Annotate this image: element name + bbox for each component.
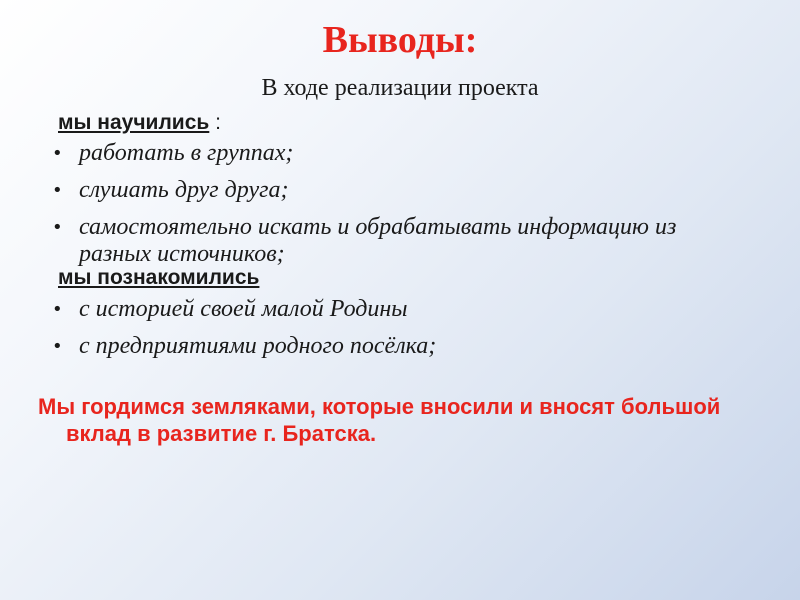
list-item bbox=[52, 214, 699, 268]
list-item-text: работать в группах; bbox=[79, 140, 294, 166]
section-learned-label: мы научились bbox=[58, 111, 210, 134]
list-item-text: самостоятельно искать и обрабатывать информацию из разных источников; bbox=[79, 214, 677, 267]
learned-list bbox=[52, 140, 699, 278]
list-item bbox=[52, 140, 699, 167]
slide-subtitle: В ходе реализации проекта bbox=[261, 75, 539, 101]
bullet-icon: • bbox=[52, 299, 63, 320]
list-item-text: с историей своей малой Родины bbox=[79, 296, 408, 322]
section-learned-heading bbox=[58, 111, 221, 135]
list-item-text: слушать друг друга; bbox=[79, 177, 289, 203]
section-learned-colon: : bbox=[209, 111, 221, 134]
bullet-icon: • bbox=[52, 336, 63, 357]
bullet-icon: • bbox=[52, 180, 63, 201]
slide-title: Выводы: bbox=[322, 19, 478, 61]
met-list bbox=[52, 296, 436, 370]
conclusion-text: Мы гордимся земляками, которые вносили и вносят большой вклад в развитие г. Братска. bbox=[38, 394, 721, 446]
section-met-heading bbox=[58, 266, 259, 290]
section-met-label: мы познакомились bbox=[58, 266, 260, 289]
list-item bbox=[52, 333, 436, 360]
bullet-icon: • bbox=[52, 217, 63, 238]
list-item bbox=[52, 177, 699, 204]
bullet-icon: • bbox=[52, 143, 63, 164]
list-item-text: с предприятиями родного посёлка; bbox=[79, 333, 437, 359]
list-item bbox=[52, 296, 436, 323]
